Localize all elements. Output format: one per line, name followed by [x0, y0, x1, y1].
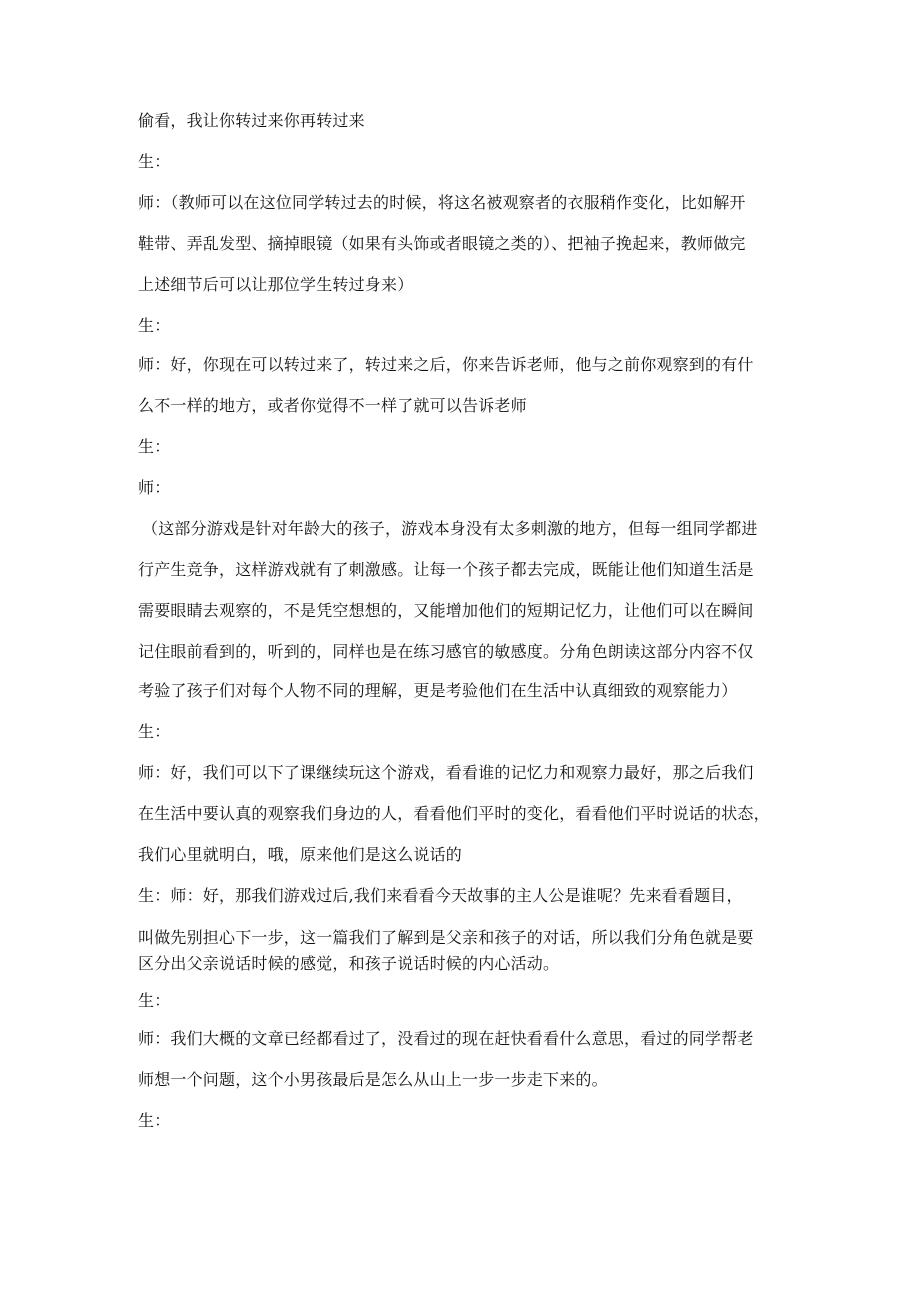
text-line: 在生活中要认真的观察我们身边的人，看看他们平时的变化，看看他们平时说话的状态，	[138, 804, 770, 823]
text-line: 师：好，你现在可以转过来了，转过来之后，你来告诉老师，他与之前你观察到的有什	[138, 355, 754, 374]
text-line: 师：好，我们可以下了课继续玩这个游戏，看看谁的记忆力和观察力最好，那之后我们	[138, 763, 754, 782]
text-line: 师：我们大概的文章已经都看过了，没看过的现在赶快看看什么意思，看过的同学帮老	[138, 1029, 754, 1048]
text-line: 上述细节后可以让那位学生转过身来）	[138, 275, 414, 294]
text-line: 叫做先别担心下一步，这一篇我们了解到是父亲和孩子的对话，所以我们分角色就是要	[138, 928, 754, 947]
text-line: 记住眼前看到的，听到的，同样也是在练习感官的敏感度。分角色朗读这部分内容不仅	[138, 642, 754, 661]
text-line: 区分出父亲说话时候的感觉，和孩子说话时候的内心活动。	[138, 954, 560, 973]
text-line: （这部分游戏是针对年龄大的孩子，游戏本身没有太多刺激的地方，但每一组同学都进	[142, 519, 758, 538]
text-line: 师想一个问题，这个小男孩最后是怎么从山上一步一步走下来的。	[138, 1070, 608, 1089]
text-line: 考验了孩子们对每个人物不同的理解，更是考验他们在生活中认真细致的观察能力）	[138, 681, 738, 700]
text-line: 我们心里就明白，哦，原来他们是这么说话的	[138, 845, 463, 864]
speaker-line: 生：	[138, 722, 171, 741]
text-line: 行产生竞争，这样游戏就有了刺激感。让每一个孩子都去完成，既能让他们知道生活是	[138, 560, 754, 579]
text-line: 偷看，我让你转过来你再转过来	[138, 111, 365, 130]
speaker-line: 师：	[138, 478, 171, 497]
speaker-line: 生：	[138, 1111, 171, 1130]
speaker-line: 生：	[138, 991, 171, 1010]
text-line: 师：（教师可以在这位同学转过去的时候，将这名被观察者的衣服稍作变化，比如解开	[138, 193, 746, 212]
text-line: 么不一样的地方，或者你觉得不一样了就可以告诉老师	[138, 396, 527, 415]
text-line: 生：师：好，那我们游戏过后,我们来看看今天故事的主人公是谁呢？先来看看题目，	[138, 886, 743, 905]
text-line: 鞋带、弄乱发型、摘掉眼镜（如果有头饰或者眼镜之类的）、把袖子挽起来，教师做完	[138, 234, 746, 253]
speaker-line: 生：	[138, 437, 171, 456]
speaker-line: 生：	[138, 152, 171, 171]
text-line: 需要眼睛去观察的，不是凭空想想的，又能增加他们的短期记忆力，让他们可以在瞬间	[138, 601, 754, 620]
speaker-line: 生：	[138, 316, 171, 335]
